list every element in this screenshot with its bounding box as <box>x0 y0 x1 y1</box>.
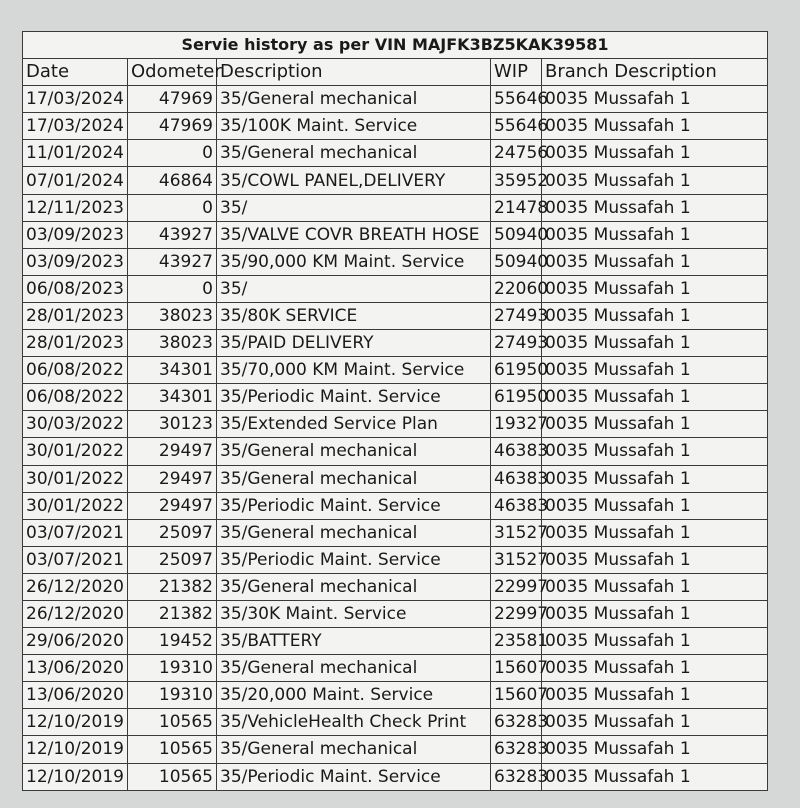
branch-cell: 0035 Mussafah 1 <box>542 438 768 465</box>
branch-cell: 0035 Mussafah 1 <box>542 86 768 113</box>
wip-cell: 55646 <box>491 113 542 140</box>
branch-cell: 0035 Mussafah 1 <box>542 357 768 384</box>
table-row <box>23 194 768 221</box>
column-header-wip: WIP <box>491 59 542 86</box>
table-row <box>23 763 768 790</box>
branch-cell: 0035 Mussafah 1 <box>542 519 768 546</box>
description-cell: 35/General mechanical <box>217 573 491 600</box>
wip-cell: 46383 <box>491 465 542 492</box>
odometer-cell: 19310 <box>128 655 217 682</box>
branch-cell: 0035 Mussafah 1 <box>542 113 768 140</box>
odometer-cell: 25097 <box>128 519 217 546</box>
date-cell: 11/01/2024 <box>23 140 128 167</box>
table-row <box>23 140 768 167</box>
table-row <box>23 628 768 655</box>
date-cell: 13/06/2020 <box>23 655 128 682</box>
date-cell: 06/08/2023 <box>23 275 128 302</box>
date-cell: 03/07/2021 <box>23 546 128 573</box>
odometer-cell: 19452 <box>128 628 217 655</box>
odometer-cell: 29497 <box>128 438 217 465</box>
branch-cell: 0035 Mussafah 1 <box>542 302 768 329</box>
table-row <box>23 519 768 546</box>
date-cell: 12/10/2019 <box>23 763 128 790</box>
odometer-cell: 0 <box>128 275 217 302</box>
odometer-cell: 30123 <box>128 411 217 438</box>
date-cell: 26/12/2020 <box>23 573 128 600</box>
description-cell: 35/100K Maint. Service <box>217 113 491 140</box>
date-cell: 03/07/2021 <box>23 519 128 546</box>
branch-cell: 0035 Mussafah 1 <box>542 628 768 655</box>
wip-cell: 31527 <box>491 546 542 573</box>
table-row <box>23 465 768 492</box>
header-row <box>23 59 768 86</box>
date-cell: 12/10/2019 <box>23 709 128 736</box>
description-cell: 35/Periodic Maint. Service <box>217 492 491 519</box>
branch-cell: 0035 Mussafah 1 <box>542 573 768 600</box>
odometer-cell: 0 <box>128 140 217 167</box>
table-row <box>23 736 768 763</box>
table-row <box>23 167 768 194</box>
wip-cell: 21478 <box>491 194 542 221</box>
date-cell: 06/08/2022 <box>23 384 128 411</box>
date-cell: 03/09/2023 <box>23 248 128 275</box>
wip-cell: 61950 <box>491 357 542 384</box>
branch-cell: 0035 Mussafah 1 <box>542 194 768 221</box>
date-cell: 12/11/2023 <box>23 194 128 221</box>
table-row <box>23 302 768 329</box>
date-cell: 28/01/2023 <box>23 302 128 329</box>
odometer-cell: 21382 <box>128 573 217 600</box>
wip-cell: 61950 <box>491 384 542 411</box>
date-cell: 30/01/2022 <box>23 492 128 519</box>
branch-cell: 0035 Mussafah 1 <box>542 465 768 492</box>
odometer-cell: 38023 <box>128 330 217 357</box>
branch-cell: 0035 Mussafah 1 <box>542 763 768 790</box>
description-cell: 35/General mechanical <box>217 140 491 167</box>
odometer-cell: 10565 <box>128 736 217 763</box>
table-row <box>23 655 768 682</box>
description-cell: 35/Periodic Maint. Service <box>217 546 491 573</box>
wip-cell: 46383 <box>491 438 542 465</box>
table-row <box>23 384 768 411</box>
odometer-cell: 43927 <box>128 248 217 275</box>
branch-cell: 0035 Mussafah 1 <box>542 221 768 248</box>
odometer-cell: 38023 <box>128 302 217 329</box>
wip-cell: 22060 <box>491 275 542 302</box>
odometer-cell: 34301 <box>128 357 217 384</box>
service-history-sheet <box>22 31 768 791</box>
branch-cell: 0035 Mussafah 1 <box>542 140 768 167</box>
wip-cell: 35952 <box>491 167 542 194</box>
table-row <box>23 86 768 113</box>
table-row <box>23 275 768 302</box>
table-row <box>23 248 768 275</box>
table-row <box>23 221 768 248</box>
wip-cell: 27493 <box>491 302 542 329</box>
wip-cell: 55646 <box>491 86 542 113</box>
description-cell: 35/General mechanical <box>217 465 491 492</box>
branch-cell: 0035 Mussafah 1 <box>542 736 768 763</box>
branch-cell: 0035 Mussafah 1 <box>542 682 768 709</box>
wip-cell: 63283 <box>491 763 542 790</box>
description-cell: 35/ <box>217 194 491 221</box>
branch-cell: 0035 Mussafah 1 <box>542 709 768 736</box>
odometer-cell: 10565 <box>128 763 217 790</box>
date-cell: 28/01/2023 <box>23 330 128 357</box>
odometer-cell: 43927 <box>128 221 217 248</box>
description-cell: 35/Extended Service Plan <box>217 411 491 438</box>
branch-cell: 0035 Mussafah 1 <box>542 411 768 438</box>
table-title: Servie history as per VIN MAJFK3BZ5KAK39581 <box>23 32 768 59</box>
date-cell: 12/10/2019 <box>23 736 128 763</box>
description-cell: 35/PAID DELIVERY <box>217 330 491 357</box>
date-cell: 17/03/2024 <box>23 86 128 113</box>
description-cell: 35/90,000 KM Maint. Service <box>217 248 491 275</box>
table-row <box>23 113 768 140</box>
odometer-cell: 10565 <box>128 709 217 736</box>
description-cell: 35/80K SERVICE <box>217 302 491 329</box>
odometer-cell: 29497 <box>128 465 217 492</box>
description-cell: 35/General mechanical <box>217 86 491 113</box>
wip-cell: 15607 <box>491 682 542 709</box>
table-row <box>23 411 768 438</box>
wip-cell: 23581 <box>491 628 542 655</box>
date-cell: 30/01/2022 <box>23 465 128 492</box>
wip-cell: 50940 <box>491 248 542 275</box>
service-history-table <box>22 31 768 791</box>
wip-cell: 22997 <box>491 573 542 600</box>
odometer-cell: 34301 <box>128 384 217 411</box>
wip-cell: 19327 <box>491 411 542 438</box>
branch-cell: 0035 Mussafah 1 <box>542 492 768 519</box>
branch-cell: 0035 Mussafah 1 <box>542 330 768 357</box>
branch-cell: 0035 Mussafah 1 <box>542 655 768 682</box>
column-header-odometer: Odometer <box>128 59 217 86</box>
description-cell: 35/BATTERY <box>217 628 491 655</box>
table-row <box>23 546 768 573</box>
description-cell: 35/20,000 Maint. Service <box>217 682 491 709</box>
odometer-cell: 29497 <box>128 492 217 519</box>
description-cell: 35/Periodic Maint. Service <box>217 384 491 411</box>
date-cell: 29/06/2020 <box>23 628 128 655</box>
wip-cell: 31527 <box>491 519 542 546</box>
description-cell: 35/VALVE COVR BREATH HOSE <box>217 221 491 248</box>
wip-cell: 63283 <box>491 709 542 736</box>
wip-cell: 22997 <box>491 600 542 627</box>
description-cell: 35/VehicleHealth Check Print <box>217 709 491 736</box>
odometer-cell: 19310 <box>128 682 217 709</box>
description-cell: 35/General mechanical <box>217 519 491 546</box>
odometer-cell: 46864 <box>128 167 217 194</box>
odometer-cell: 47969 <box>128 113 217 140</box>
column-header-description: Description <box>217 59 491 86</box>
branch-cell: 0035 Mussafah 1 <box>542 600 768 627</box>
table-row <box>23 709 768 736</box>
branch-cell: 0035 Mussafah 1 <box>542 275 768 302</box>
wip-cell: 27493 <box>491 330 542 357</box>
odometer-cell: 47969 <box>128 86 217 113</box>
date-cell: 13/06/2020 <box>23 682 128 709</box>
branch-cell: 0035 Mussafah 1 <box>542 248 768 275</box>
description-cell: 35/General mechanical <box>217 736 491 763</box>
description-cell: 35/70,000 KM Maint. Service <box>217 357 491 384</box>
wip-cell: 46383 <box>491 492 542 519</box>
column-header-branch: Branch Description <box>542 59 768 86</box>
description-cell: 35/ <box>217 275 491 302</box>
description-cell: 35/General mechanical <box>217 655 491 682</box>
description-cell: 35/Periodic Maint. Service <box>217 763 491 790</box>
table-row <box>23 600 768 627</box>
date-cell: 26/12/2020 <box>23 600 128 627</box>
table-row <box>23 573 768 600</box>
date-cell: 30/03/2022 <box>23 411 128 438</box>
column-header-date: Date <box>23 59 128 86</box>
description-cell: 35/General mechanical <box>217 438 491 465</box>
date-cell: 07/01/2024 <box>23 167 128 194</box>
description-cell: 35/COWL PANEL,DELIVERY <box>217 167 491 194</box>
table-row <box>23 682 768 709</box>
wip-cell: 63283 <box>491 736 542 763</box>
date-cell: 30/01/2022 <box>23 438 128 465</box>
odometer-cell: 25097 <box>128 546 217 573</box>
wip-cell: 24756 <box>491 140 542 167</box>
table-row <box>23 357 768 384</box>
odometer-cell: 0 <box>128 194 217 221</box>
table-row <box>23 438 768 465</box>
description-cell: 35/30K Maint. Service <box>217 600 491 627</box>
branch-cell: 0035 Mussafah 1 <box>542 546 768 573</box>
odometer-cell: 21382 <box>128 600 217 627</box>
table-row <box>23 330 768 357</box>
date-cell: 06/08/2022 <box>23 357 128 384</box>
date-cell: 17/03/2024 <box>23 113 128 140</box>
table-row <box>23 492 768 519</box>
wip-cell: 15607 <box>491 655 542 682</box>
branch-cell: 0035 Mussafah 1 <box>542 167 768 194</box>
wip-cell: 50940 <box>491 221 542 248</box>
date-cell: 03/09/2023 <box>23 221 128 248</box>
branch-cell: 0035 Mussafah 1 <box>542 384 768 411</box>
